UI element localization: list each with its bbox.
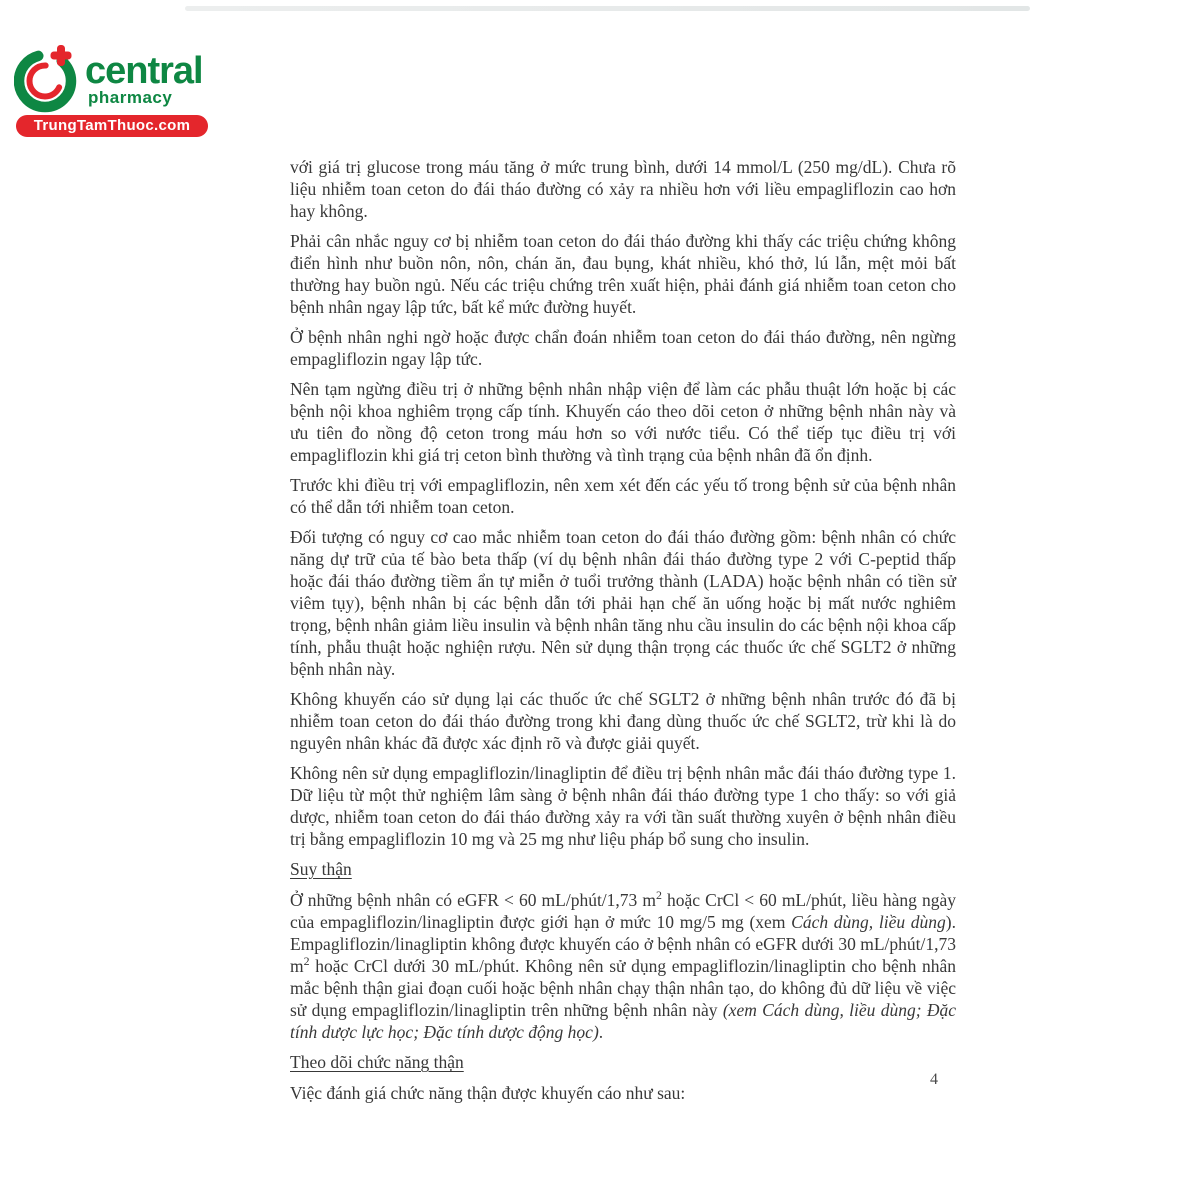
paragraph: Nên tạm ngừng điều trị ở những bệnh nhân nhập viện để làm các phẫu thuật lớn hoặc bị các bệnh nội khoa nghiêm trọng cấp tính. Khuyến cáo theo dõi ceton ở những bệnh nhân này và ưu tiên đo nồng độ ceton trong máu hơn so với nước tiểu. Có thể tiếp tục điều trị với empagliflozin khi giá trị ceton bình thường và tình trạng của bệnh nhân đã ổn định. — [290, 379, 956, 465]
paragraph: Không nên sử dụng empagliflozin/linagliptin để điều trị bệnh nhân mắc đái tháo đường type 1. Dữ liệu từ một thử nghiệm lâm sàng ở bệnh nhân đái tháo đường type 1 cho thấy: so với giả dược, nhiễm toan ceton do đái tháo đường xảy ra với tần suất thường xuyên ở bệnh nhân điều trị bằng empagliflozin 10 mg và 25 mg như liệu pháp bổ sung cho insulin. — [290, 763, 956, 849]
logo-tagline-text: pharmacy — [88, 88, 173, 107]
pharmacy-logo — [14, 38, 214, 143]
section-heading: Theo dõi chức năng thận — [290, 1052, 464, 1072]
logo-website-badge: TrungTamThuoc.com — [16, 115, 208, 137]
section-heading: Suy thận — [290, 859, 352, 879]
pharmacy-logo-icon — [14, 40, 80, 114]
paragraph: với giá trị glucose trong máu tăng ở mức trung bình, dưới 14 mmol/L (250 mg/dL). Chưa rõ liệu nhiễm toan ceton do đái tháo đường có xảy ra nhiều hơn với liều empagliflozin cao hơn hay không. — [290, 157, 956, 221]
scan-artifact-line — [185, 6, 1030, 11]
page-number: 4 — [930, 1071, 938, 1088]
paragraph: Đối tượng có nguy cơ cao mắc nhiễm toan ceton do đái tháo đường gồm: bệnh nhân có chức năng dự trữ của tế bào beta thấp (ví dụ bệnh nhân đái tháo đường type 2 với C-peptid thấp hoặc đái tháo đường tiềm ẩn tự miễn ở tuổi trưởng thành (LADA) hoặc bệnh nhân có tiền sử viêm tụy), bệnh nhân bị các bệnh dẫn tới phải hạn chế ăn uống hoặc bị mất nước nghiêm trọng, bệnh nhân giảm liều insulin và bệnh nhân tăng nhu cầu insulin do các bệnh nội khoa cấp tính, phẫu thuật hoặc nghiện rượu. Nên sử dụng thận trọng các thuốc ức chế SGLT2 ở những bệnh nhân này. — [290, 527, 956, 679]
paragraph: Trước khi điều trị với empagliflozin, nên xem xét đến các yếu tố trong bệnh sử của bệnh nhân có thể dẫn tới nhiễm toan ceton. — [290, 475, 956, 517]
paragraph: Ở những bệnh nhân có eGFR < 60 mL/phút/1,73 $m^2$ hoặc CrCl < 60 mL/phút, liều hàng ngày của empagliflozin/linagliptin được giới hạn ở mức 10 mg/5 mg (xem Cách dùng, liều dùng). Empagliflozin/linagliptin không được khuyến cáo ở bệnh nhân có eGFR dưới 30 mL/phút/1,73 $m^2$ hoặc CrCl dưới 30 mL/phút. Không nên sử dụng empagliflozin/linagliptin cho bệnh nhân mắc bệnh thận giai đoạn cuối hoặc bệnh nhân chạy thận nhân tạo, do không đủ dữ liệu về việc sử dụng empagliflozin/linagliptin trên những bệnh nhân này (xem Cách dùng, liều dùng; Đặc tính dược lực học; Đặc tính dược động học). — [290, 888, 957, 1042]
paragraph: Việc đánh giá chức năng thận được khuyến cáo như sau: — [290, 1083, 686, 1103]
logo-brand-text: central — [85, 50, 203, 92]
paragraph: Không khuyến cáo sử dụng lại các thuốc ức chế SGLT2 ở những bệnh nhân trước đó đã bị nhiễm toan ceton do đái tháo đường trong khi đang dùng thuốc ức chế SGLT2, trừ khi là do nguyên nhân khác đã được xác định rõ và được giải quyết. — [290, 689, 956, 753]
paragraph: Ở bệnh nhân nghi ngờ hoặc được chẩn đoán nhiễm toan ceton do đái tháo đường, nên ngừng empagliflozin ngay lập tức. — [290, 327, 956, 369]
document-body — [290, 156, 956, 1112]
paragraph: Phải cân nhắc nguy cơ bị nhiễm toan ceton do đái tháo đường khi thấy các triệu chứng không điển hình như buồn nôn, nôn, chán ăn, đau bụng, khát nhiều, khó thở, lú lẫn, mệt mỏi bất thường hay buồn ngủ. Nếu các triệu chứng trên xuất hiện, phải đánh giá nhiễm toan ceton cho bệnh nhân ngay lập tức, bất kể mức đường huyết. — [290, 231, 956, 317]
